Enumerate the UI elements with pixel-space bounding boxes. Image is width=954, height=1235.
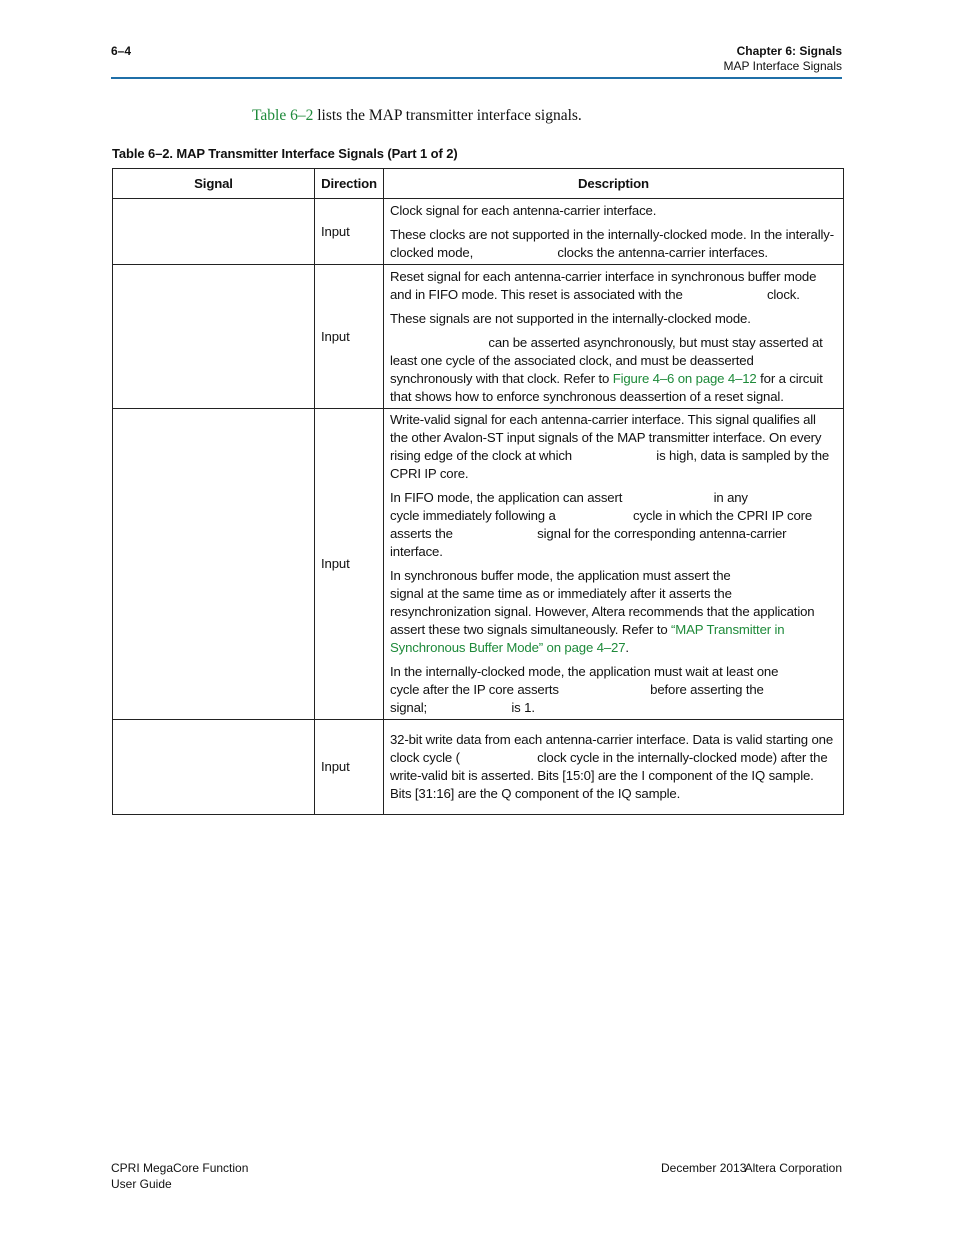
description-text: can be asserted asynchronously, but must stay asserted at least one cycle of the associated clock, and must be deasserted synchronously with that clock. Refer to <box>390 334 827 386</box>
description-text: for a circuit that shows how to enforce synchronous deassertion of a reset signal. <box>390 370 827 404</box>
description-text: Clock signal for each antenna-carrier interface. <box>390 202 657 218</box>
description-cell <box>384 265 844 409</box>
table-row <box>113 720 844 815</box>
direction-cell: Input <box>315 265 384 409</box>
signals-table <box>112 168 911 815</box>
description-cell <box>384 720 911 815</box>
description-paragraph <box>390 731 911 803</box>
doc-title: CPRI MegaCore Function <box>111 1161 249 1175</box>
description-paragraph <box>390 310 837 328</box>
section-title: MAP Interface Signals <box>723 59 842 73</box>
signal-cell <box>113 409 315 720</box>
page-number: 6–4 <box>111 44 132 58</box>
description-text: In synchronous buffer mode, the application must assert the signal at the same time as or immediately after it asserts the resynchronization signal. However, Altera recommends that the application assert these two signals simultaneously. Refer to <box>390 568 820 637</box>
table-row <box>113 199 844 265</box>
description-text: In FIFO mode, the application can assert in any cycle immediately following a cycle in which the CPRI IP core asserts the signal for the corresponding antenna-carrier interface. <box>390 490 822 559</box>
description-text: These clocks are not supported in the internally-clocked mode. In the interally-clocked mode, clocks the antenna-carrier interfaces. <box>390 226 834 260</box>
description-paragraph <box>390 663 853 717</box>
table-header-row <box>113 169 844 199</box>
description-text: 32-bit write data from each antenna-carrier interface. Data is valid starting one clock cycle ( clock cycle in the internally-clocked mode) after the write-valid bit is asserted. Bits [15:0] are the I component of the IQ sample. Bits [31:16] are the Q component of the IQ sample. <box>390 732 911 801</box>
description-paragraph <box>390 489 837 561</box>
doc-subtitle: User Guide <box>111 1177 172 1191</box>
description-text: In the internally-clocked mode, the application must wait at least one cycle after the IP core asserts before asserting the signal; is 1. <box>390 664 853 715</box>
table-caption: Table 6–2. MAP Transmitter Interface Signals (Part 1 of 2) <box>112 146 458 161</box>
description-paragraph <box>390 334 837 406</box>
doc-date: December 2013 <box>661 1161 747 1175</box>
intro-sentence <box>252 107 582 125</box>
header-rule <box>111 77 842 79</box>
publisher: Altera Corporation <box>744 1161 842 1175</box>
description-paragraph <box>390 567 837 657</box>
description-paragraph <box>390 268 837 304</box>
direction-cell: Input <box>315 720 384 815</box>
table-reference-link[interactable]: Table 6–2 <box>252 107 314 124</box>
description-paragraph <box>390 411 837 483</box>
description-cell <box>384 199 844 265</box>
chapter-title: Chapter 6: Signals <box>736 44 842 58</box>
cross-reference-link[interactable]: “MAP Transmitter in Synchronous Buffer Mode” on page 4–27 <box>390 622 785 655</box>
description-text: Write-valid signal for each antenna-carrier interface. This signal qualifies all the other Avalon-ST input signals of the MAP transmitter interface. On every rising edge of the clock at which is high, data is sampled by the CPRI IP core. <box>390 412 833 481</box>
description-text: These signals are not supported in the internally-clocked mode. <box>390 310 751 326</box>
intro-text: lists the MAP transmitter interface signals. <box>313 107 582 124</box>
description-paragraph <box>390 202 837 220</box>
direction-cell: Input <box>315 409 384 720</box>
column-header-direction: Direction <box>315 169 384 199</box>
description-text: . <box>625 640 629 655</box>
description-cell <box>384 409 853 720</box>
cross-reference-link[interactable]: Figure 4–6 on page 4–12 <box>612 370 757 386</box>
table-row <box>113 265 844 409</box>
column-header-signal: Signal <box>113 169 315 199</box>
signal-cell <box>113 720 315 815</box>
signal-cell <box>113 265 315 409</box>
description-text: Reset signal for each antenna-carrier interface in synchronous buffer mode and in FIFO mode. This reset is associated with the clock. <box>390 268 820 302</box>
description-paragraph <box>390 226 837 262</box>
column-header-description: Description <box>384 169 844 199</box>
signal-cell <box>113 199 315 265</box>
direction-cell: Input <box>315 199 384 265</box>
table-row <box>113 409 844 720</box>
